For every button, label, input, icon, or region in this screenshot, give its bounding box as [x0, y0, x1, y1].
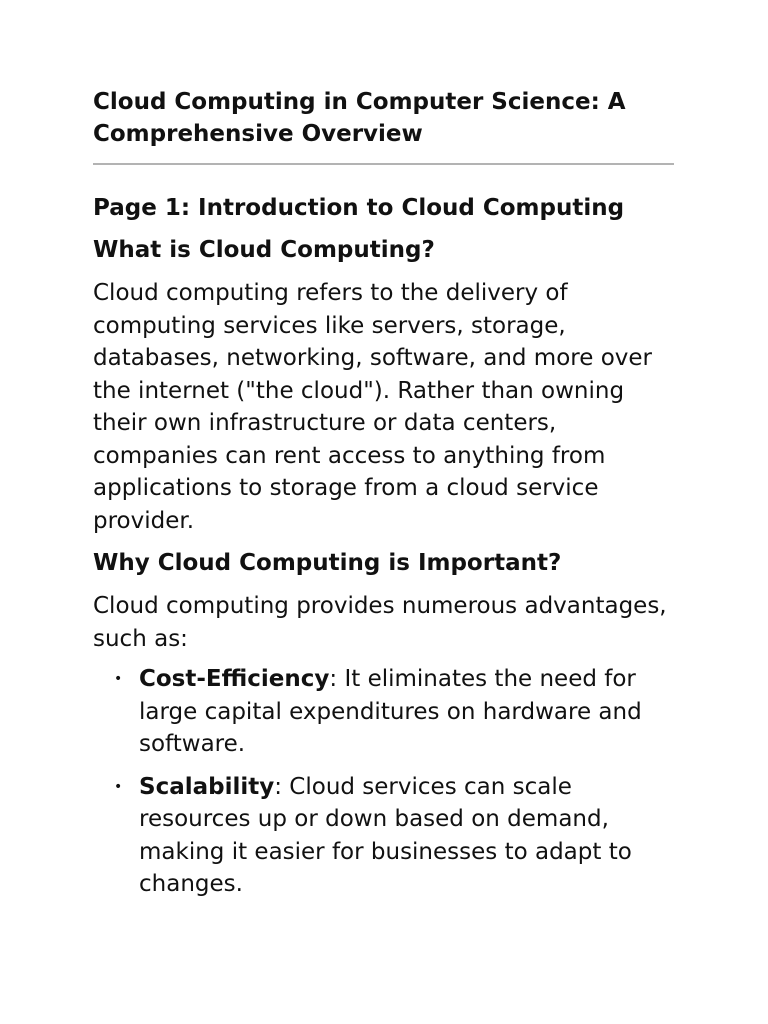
list-item-term: Scalability [139, 773, 275, 800]
bullet-icon: • [114, 778, 123, 795]
list-item-text: : It eliminates the need for large capital expenditures on hardware and software. [139, 666, 642, 757]
document-title: Cloud Computing in Computer Science: A Comprehensive Overview [93, 89, 626, 147]
list-item-term: Cost-Efficiency [139, 666, 330, 692]
page-heading: Page 1: Introduction to Cloud Computing [93, 195, 625, 221]
advantages-list [93, 663, 674, 901]
section-paragraph-why-important: Cloud computing provides numerous advantages, such as: [93, 593, 667, 652]
section-paragraph-what-is: Cloud computing refers to the delivery of computing services like servers, storage, databases, networking, software, and more over the internet ("the cloud"). Rather than owning their own infrastructure or data centers, companies can rent access to anything from applications to storage from a cloud service provider. [93, 280, 652, 534]
section-heading-what-is: What is Cloud Computing? [93, 237, 435, 263]
title-divider [93, 163, 674, 165]
list-item-text: : Cloud services can scale resources up or down based on demand, making it easier for businesses to adapt to changes. [139, 773, 632, 897]
list-item [93, 663, 674, 761]
bullet-icon: • [114, 671, 123, 687]
section-heading-why-important: Why Cloud Computing is Important? [93, 550, 562, 576]
list-item [93, 771, 674, 901]
